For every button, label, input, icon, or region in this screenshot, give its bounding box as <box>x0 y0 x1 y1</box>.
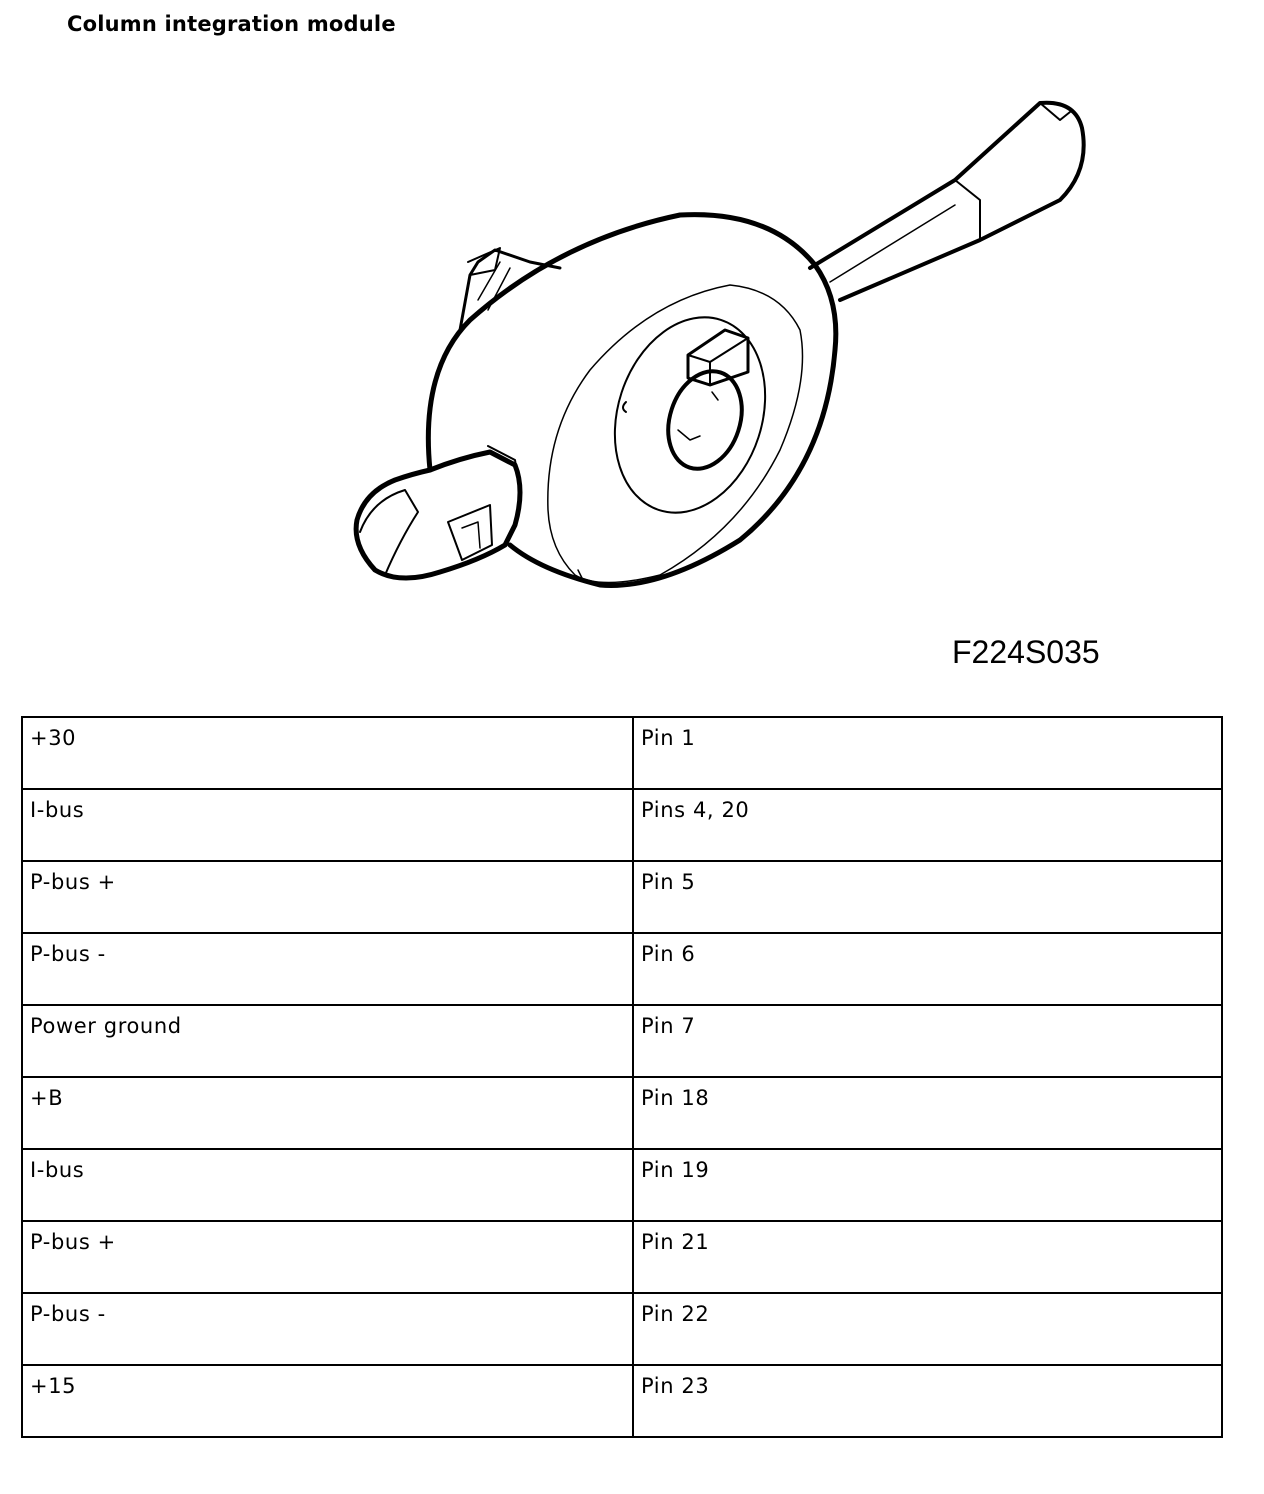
table-row <box>22 1005 1222 1077</box>
pin-cell: Pin 6 <box>633 933 1222 1005</box>
pin-cell: Pin 7 <box>633 1005 1222 1077</box>
page-title: Column integration module <box>67 12 396 36</box>
pin-cell: Pin 5 <box>633 861 1222 933</box>
pin-cell: Pin 23 <box>633 1365 1222 1437</box>
signal-cell: P-bus + <box>22 861 633 933</box>
signal-cell: +30 <box>22 717 633 789</box>
table-row <box>22 1149 1222 1221</box>
pin-cell: Pin 1 <box>633 717 1222 789</box>
pin-cell: Pin 19 <box>633 1149 1222 1221</box>
pin-assignment-table <box>21 716 1223 1438</box>
table-row <box>22 1077 1222 1149</box>
table-row <box>22 789 1222 861</box>
table-row <box>22 861 1222 933</box>
table-row <box>22 933 1222 1005</box>
signal-cell: I-bus <box>22 1149 633 1221</box>
pin-cell: Pin 22 <box>633 1293 1222 1365</box>
signal-cell: +15 <box>22 1365 633 1437</box>
signal-cell: Power ground <box>22 1005 633 1077</box>
figure-code: F224S035 <box>952 634 1100 670</box>
signal-cell: P-bus + <box>22 1221 633 1293</box>
signal-cell: I-bus <box>22 789 633 861</box>
table-row <box>22 1365 1222 1437</box>
signal-cell: P-bus - <box>22 1293 633 1365</box>
signal-cell: +B <box>22 1077 633 1149</box>
pin-cell: Pin 21 <box>633 1221 1222 1293</box>
table-row <box>22 717 1222 789</box>
table-row <box>22 1293 1222 1365</box>
pin-cell: Pins 4, 20 <box>633 789 1222 861</box>
steering-column-switch-illustration <box>340 90 1100 600</box>
table-row <box>22 1221 1222 1293</box>
signal-cell: P-bus - <box>22 933 633 1005</box>
pin-cell: Pin 18 <box>633 1077 1222 1149</box>
